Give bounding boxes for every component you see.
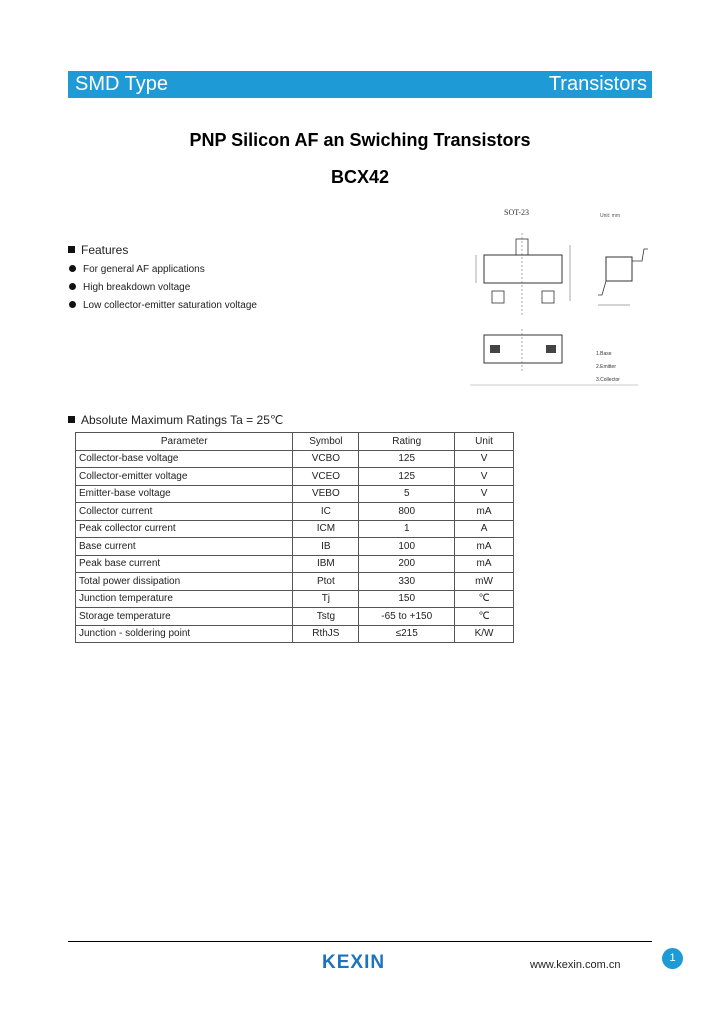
parameter-cell: Peak collector current — [76, 520, 293, 538]
kexin-logo: KEXIN — [322, 952, 386, 973]
unit-cell: mA — [455, 503, 514, 521]
ratings-heading: Absolute Maximum Ratings Ta = 25℃ — [68, 413, 283, 427]
rating-cell: 125 — [359, 468, 455, 486]
feature-item: High breakdown voltage — [69, 282, 190, 293]
symbol-cell: RthJS — [293, 625, 359, 643]
unit-cell: V — [455, 450, 514, 468]
symbol-cell: Tstg — [293, 608, 359, 626]
side-lead — [632, 249, 648, 261]
table-row — [76, 608, 514, 626]
unit-cell: ℃ — [455, 590, 514, 608]
rating-cell: 100 — [359, 538, 455, 556]
parameter-cell: Collector-emitter voltage — [76, 468, 293, 486]
rating-cell: 200 — [359, 555, 455, 573]
parameter-cell: Junction temperature — [76, 590, 293, 608]
table-row — [76, 468, 514, 486]
pin-2-lead — [542, 291, 554, 303]
unit-cell: K/W — [455, 625, 514, 643]
table-row — [76, 590, 514, 608]
parameter-cell: Peak base current — [76, 555, 293, 573]
package-body-side — [606, 257, 632, 281]
rating-cell: -65 to +150 — [359, 608, 455, 626]
symbol-cell: IC — [293, 503, 359, 521]
part-number: BCX42 — [330, 167, 390, 187]
column-header: Symbol — [293, 433, 359, 451]
table-row — [76, 573, 514, 591]
parameter-cell: Collector-base voltage — [76, 450, 293, 468]
header-type: Transistors — [548, 73, 647, 95]
table-row — [76, 450, 514, 468]
column-header: Unit — [455, 433, 514, 451]
unit-cell: V — [455, 485, 514, 503]
table-row — [76, 503, 514, 521]
symbol-cell: ICM — [293, 520, 359, 538]
unit-cell: ℃ — [455, 608, 514, 626]
package-body-top — [484, 255, 562, 283]
square-bullet-icon — [68, 416, 75, 423]
unit-cell: V — [455, 468, 514, 486]
pad — [490, 345, 500, 353]
symbol-cell: IB — [293, 538, 359, 556]
document-title: PNP Silicon AF an Swiching Transistors — [189, 130, 531, 150]
rating-cell: 800 — [359, 503, 455, 521]
column-header: Parameter — [76, 433, 293, 451]
unit-cell: mW — [455, 573, 514, 591]
package-outline-diagram — [470, 205, 650, 395]
symbol-cell: Tj — [293, 590, 359, 608]
bullet-icon — [69, 301, 76, 308]
pad — [546, 345, 556, 353]
square-bullet-icon — [68, 246, 75, 253]
ratings-table — [75, 432, 514, 643]
rating-cell: 5 — [359, 485, 455, 503]
header-category: SMD Type — [75, 73, 168, 95]
pin-label: 2.Emitter — [596, 364, 617, 370]
pin-label: 1.Base — [596, 351, 612, 357]
table-row — [76, 520, 514, 538]
parameter-cell: Junction - soldering point — [76, 625, 293, 643]
table-row — [76, 538, 514, 556]
header-banner — [68, 71, 652, 98]
features-heading: Features — [68, 243, 128, 257]
symbol-cell: VCBO — [293, 450, 359, 468]
table-row — [76, 625, 514, 643]
footer-divider — [68, 941, 652, 942]
symbol-cell: VCEO — [293, 468, 359, 486]
table-row — [76, 555, 514, 573]
column-header: Rating — [359, 433, 455, 451]
side-lead — [598, 281, 606, 295]
parameter-cell: Storage temperature — [76, 608, 293, 626]
symbol-cell: VEBO — [293, 485, 359, 503]
table-row — [76, 485, 514, 503]
symbol-cell: IBM — [293, 555, 359, 573]
parameter-cell: Total power dissipation — [76, 573, 293, 591]
pin-label: 3.Collector — [596, 377, 620, 383]
bullet-icon — [69, 283, 76, 290]
package-name: SOT-23 — [504, 208, 530, 217]
pin-1-lead — [492, 291, 504, 303]
feature-item: For general AF applications — [69, 264, 205, 275]
rating-cell: 1 — [359, 520, 455, 538]
unit-cell: mA — [455, 555, 514, 573]
unit-cell: A — [455, 520, 514, 538]
rating-cell: ≤215 — [359, 625, 455, 643]
page-number: 1 — [662, 948, 683, 969]
feature-item: Low collector-emitter saturation voltage — [69, 300, 257, 311]
unit-note: Unit: mm — [600, 213, 620, 219]
symbol-cell: Ptot — [293, 573, 359, 591]
rating-cell: 330 — [359, 573, 455, 591]
bullet-icon — [69, 265, 76, 272]
table-header-row — [76, 433, 514, 451]
parameter-cell: Base current — [76, 538, 293, 556]
parameter-cell: Collector current — [76, 503, 293, 521]
parameter-cell: Emitter-base voltage — [76, 485, 293, 503]
unit-cell: mA — [455, 538, 514, 556]
website-url[interactable]: www.kexin.com.cn — [530, 959, 621, 971]
rating-cell: 125 — [359, 450, 455, 468]
rating-cell: 150 — [359, 590, 455, 608]
